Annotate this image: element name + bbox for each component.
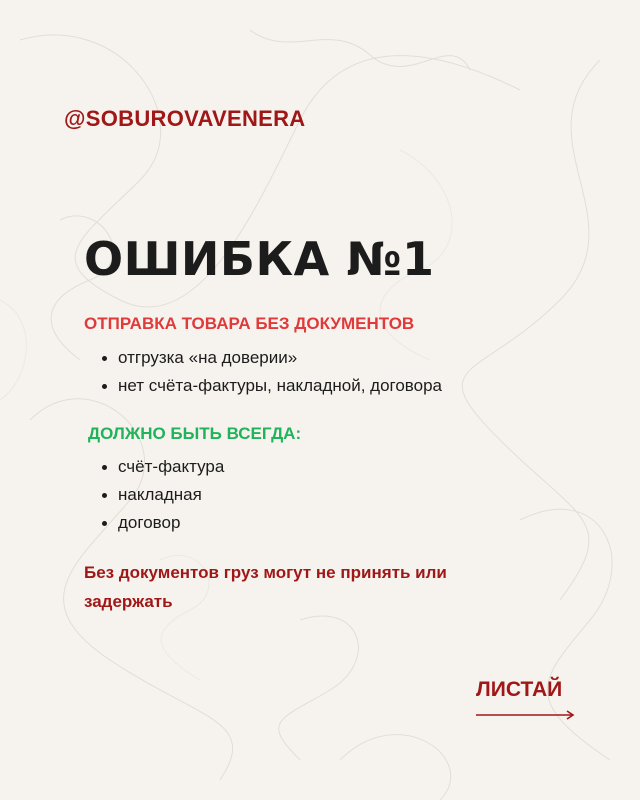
section-heading-problem: ОТПРАВКА ТОВАРА БЕЗ ДОКУМЕНТОВ — [84, 314, 415, 333]
account-handle[interactable]: @SOBUROVAVENERA — [64, 106, 306, 131]
problem-list — [100, 344, 442, 400]
list-item: отгрузка «на доверии» — [100, 344, 442, 372]
required-documents-list — [100, 453, 224, 537]
list-item: договор — [100, 509, 224, 537]
swipe-label[interactable]: ЛИСТАЙ — [476, 678, 563, 701]
page-title: ОШИБКА №1 — [84, 232, 435, 286]
list-item: нет счёта-фактуры, накладной, договора — [100, 372, 442, 400]
warning-note: Без документов груз могут не принять или задержать — [84, 563, 447, 611]
list-item: счёт-фактура — [100, 453, 224, 481]
section-heading-required: ДОЛЖНО БЫТЬ ВСЕГДА: — [88, 424, 302, 443]
list-item: накладная — [100, 481, 224, 509]
arrow-right-icon[interactable] — [476, 709, 576, 721]
